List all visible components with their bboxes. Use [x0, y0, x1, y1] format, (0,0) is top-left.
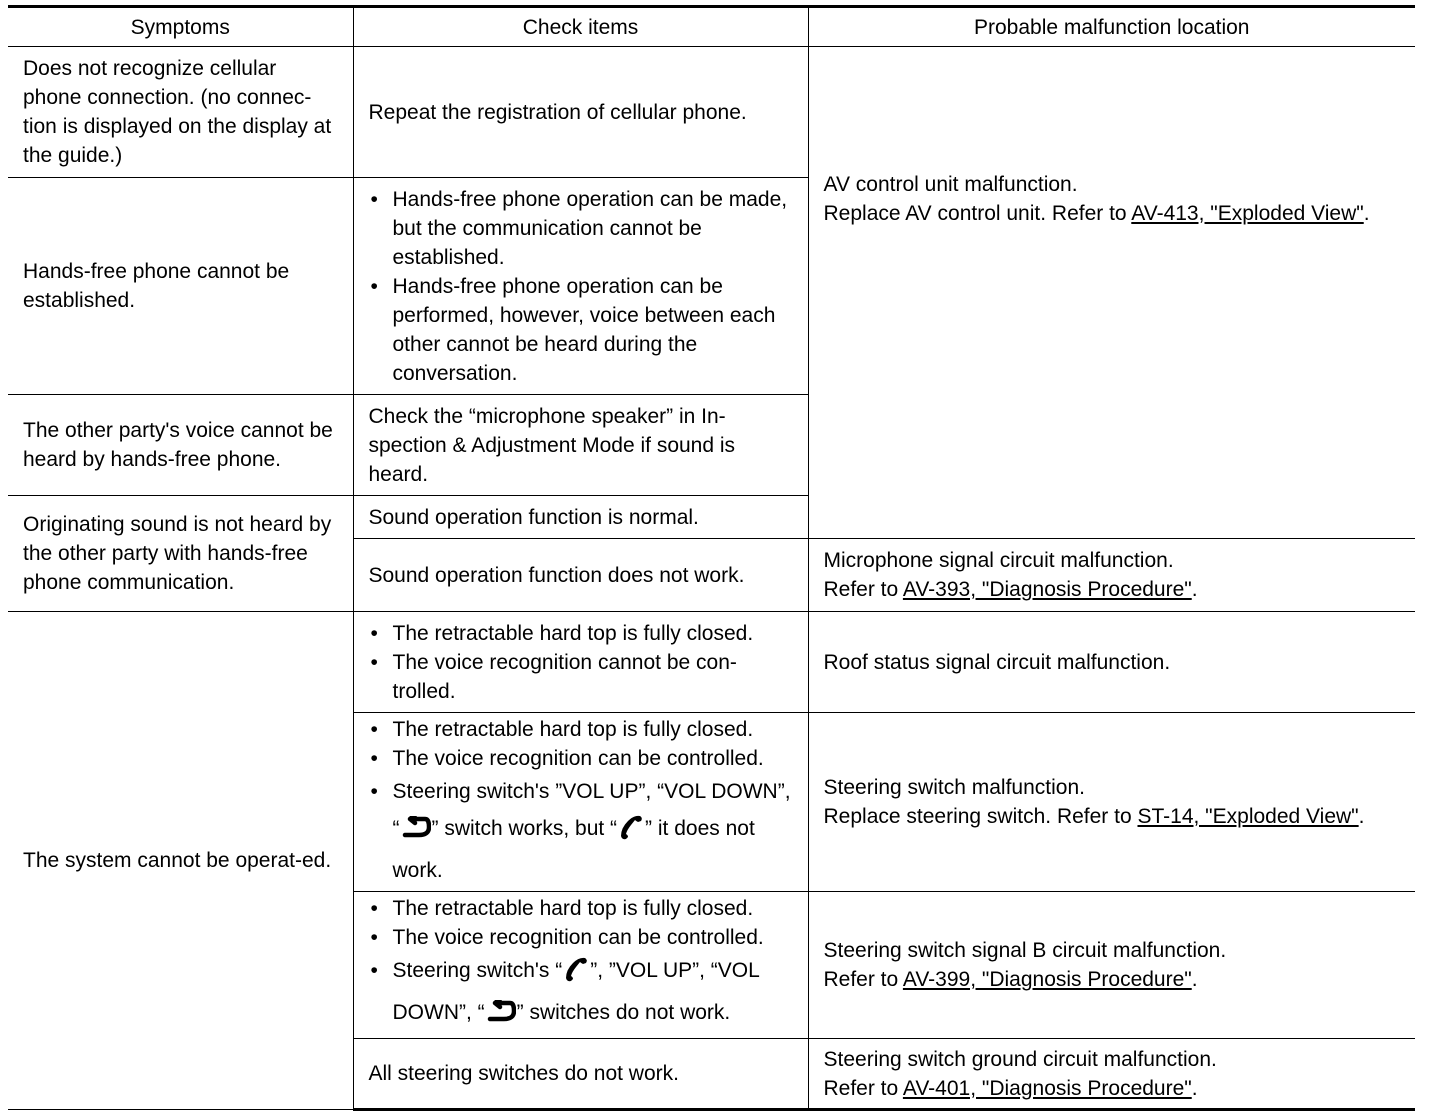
list-item: • The voice recognition can be controlled. — [369, 744, 796, 773]
location-prefix: Refer to — [823, 578, 903, 601]
location-prefix: Refer to — [823, 1076, 903, 1100]
list-item — [369, 952, 796, 1036]
check-cell: Repeat the registration of cellular phone. — [353, 47, 808, 178]
location-suffix: . — [1191, 578, 1198, 601]
list-text: ”, ”VOL UP”, “VOL DOWN”, “ — [392, 959, 760, 1024]
diagnosis-table — [8, 5, 1415, 1111]
location-line: Microphone signal circuit malfunction. — [823, 549, 1174, 572]
list-item: • The retractable hard top is fully closed. — [369, 715, 796, 744]
reference-link[interactable]: AV-401, "Diagnosis Procedure" — [902, 1076, 1192, 1100]
check-cell: Sound operation function is normal. — [353, 496, 808, 539]
list-item: • The voice recognition cannot be con-trolled. — [369, 648, 796, 706]
location-suffix: . — [1191, 1076, 1198, 1100]
location-cell — [808, 539, 1415, 612]
header-row — [8, 7, 1415, 47]
location-suffix: . — [1191, 968, 1198, 991]
location-cell: Roof status signal circuit malfunction. — [808, 612, 1415, 713]
reference-link[interactable]: AV-413, "Exploded View" — [1131, 201, 1364, 225]
check-list — [369, 619, 796, 706]
symptom-cell: Originating sound is not heard by the other party with hands-free phone communication. — [8, 496, 353, 612]
reference-link[interactable]: ST-14, "Exploded View" — [1137, 805, 1359, 828]
location-suffix: . — [1363, 201, 1370, 225]
check-cell — [353, 892, 808, 1039]
location-line: AV control unit malfunction. — [823, 172, 1078, 196]
phone-icon — [563, 956, 589, 994]
header-symptoms: Symptoms — [8, 7, 353, 47]
table-row — [8, 47, 1415, 178]
location-prefix: Refer to — [823, 968, 903, 991]
back-arrow-icon — [486, 999, 516, 1036]
location-line: Steering switch ground circuit malfunction. — [823, 1047, 1217, 1071]
symptom-cell: Does not recognize cellular phone connection. (no connec-tion is displayed on the display at the guide.) — [8, 47, 353, 178]
list-item: • Hands-free phone operation can be performed, however, voice between each other cannot be heard during the conversation. — [369, 272, 796, 388]
reference-link[interactable]: AV-399, "Diagnosis Procedure" — [902, 968, 1192, 991]
list-text: ” switches do not work. — [516, 1001, 731, 1024]
header-probable-location: Probable malfunction location — [808, 7, 1415, 47]
check-list — [369, 715, 796, 889]
check-cell — [353, 178, 808, 395]
location-cell — [808, 713, 1415, 892]
location-suffix: . — [1358, 805, 1365, 828]
list-item — [369, 773, 796, 889]
list-text: Steering switch's ”VOL UP”, “VOL DOWN”, “ — [392, 780, 791, 840]
location-line: Steering switch signal B circuit malfunction. — [823, 939, 1227, 962]
check-cell: Sound operation function does not work. — [353, 539, 808, 612]
header-check-items: Check items — [353, 7, 808, 47]
symptom-cell: The other party's voice cannot be heard by hands-free phone. — [8, 395, 353, 496]
location-cell-merged — [808, 47, 1415, 539]
check-list — [369, 894, 796, 1036]
symptom-cell: Hands-free phone cannot be established. — [8, 178, 353, 395]
check-cell: All steering switches do not work. — [353, 1039, 808, 1110]
list-text: ” switch works, but “ — [431, 817, 618, 840]
reference-link[interactable]: AV-393, "Diagnosis Procedure" — [902, 578, 1192, 601]
check-list — [369, 185, 796, 388]
check-cell: Check the “microphone speaker” in In-spection & Adjustment Mode if sound is heard. — [353, 395, 808, 496]
list-item: • Hands-free phone operation can be made, but the communication cannot be established. — [369, 185, 796, 272]
check-cell — [353, 612, 808, 713]
list-text: Steering switch's “ — [392, 959, 563, 982]
symptom-cell: The system cannot be operat-ed. — [8, 612, 353, 1110]
list-item: • The voice recognition can be controlled. — [369, 923, 796, 952]
back-arrow-icon — [401, 815, 431, 852]
list-text: ” it does not work. — [392, 817, 755, 882]
table-row — [8, 612, 1415, 713]
phone-icon — [618, 814, 644, 852]
check-cell — [353, 713, 808, 892]
list-item: • The retractable hard top is fully closed. — [369, 894, 796, 923]
location-prefix: Replace AV control unit. Refer to — [823, 201, 1132, 225]
location-cell — [808, 1039, 1415, 1110]
location-cell — [808, 892, 1415, 1039]
list-item: • The retractable hard top is fully closed. — [369, 619, 796, 648]
location-prefix: Replace steering switch. Refer to — [823, 805, 1138, 828]
location-line: Steering switch malfunction. — [823, 776, 1085, 799]
